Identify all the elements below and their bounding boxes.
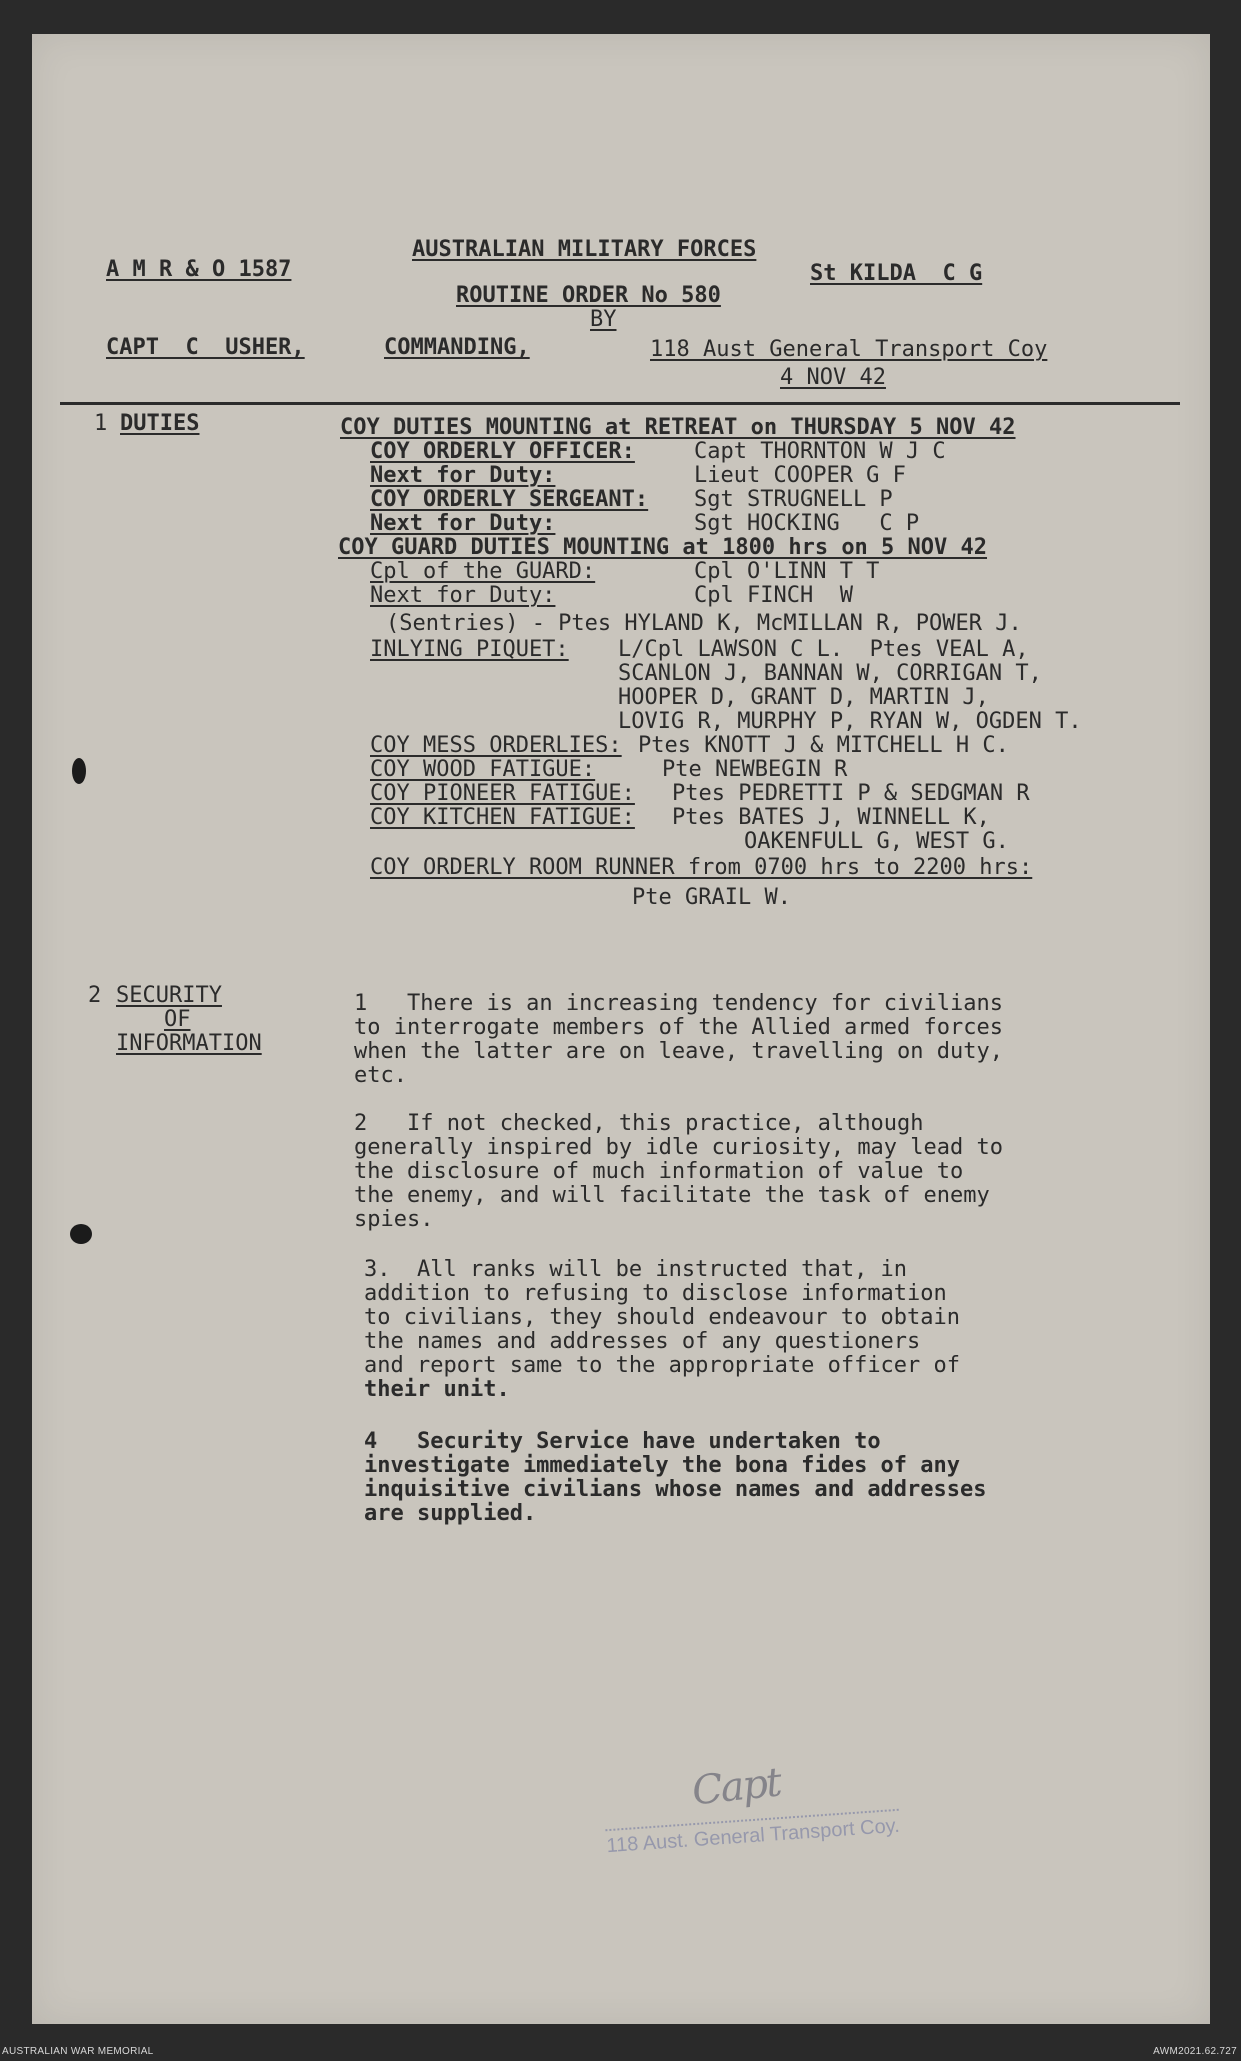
- duty-value: Sgt STRUGNELL P: [694, 487, 893, 512]
- duty-value: Ptes PEDRETTI P & SEDGMAN R: [672, 781, 1030, 806]
- paragraph-line: to civilians, they should endeavour to obtain: [364, 1305, 961, 1330]
- duty-label: Next for Duty:: [370, 511, 556, 536]
- duty-value: Lieut COOPER G F: [694, 463, 906, 488]
- duty-line: COY GUARD DUTIES MOUNTING at 1800 hrs on 5 NOV 42: [338, 535, 988, 560]
- duty-value: HOOPER D, GRANT D, MARTIN J,: [618, 685, 989, 710]
- duty-line: COY DUTIES MOUNTING at RETREAT on THURSDAY 5 NOV 42: [340, 415, 1016, 440]
- paragraph-line: 1 There is an increasing tendency for civilians: [354, 991, 1004, 1016]
- duty-label: COY ORDERLY SERGEANT:: [370, 487, 649, 512]
- duty-label: INLYING PIQUET:: [370, 637, 569, 662]
- paragraph-line: and report same to the appropriate officer of: [364, 1353, 961, 1378]
- section-1-title: DUTIES: [120, 411, 200, 436]
- duty-value: L/Cpl LAWSON C L. Ptes VEAL A,: [618, 637, 1029, 662]
- paragraph-line: 2 If not checked, this practice, although: [354, 1111, 924, 1136]
- paragraph-line: the disclosure of much information of value to: [354, 1159, 964, 1184]
- paragraph-line: 4 Security Service have undertaken to: [364, 1429, 881, 1454]
- duty-label: COY WOOD FATIGUE:: [370, 757, 596, 782]
- paragraph-line: when the latter are on leave, travelling on duty,: [354, 1039, 1004, 1064]
- paragraph-line: are supplied.: [364, 1501, 537, 1526]
- duty-value: Cpl FINCH W: [694, 583, 853, 608]
- duty-value: Pte NEWBEGIN R: [662, 757, 848, 782]
- section-2-number: 2: [88, 983, 102, 1008]
- duty-value: Ptes KNOTT J & MITCHELL H C.: [638, 733, 1009, 758]
- unit-name: 118 Aust General Transport Coy: [650, 337, 1048, 362]
- footer-id: AWM2021.62.727: [1153, 2046, 1237, 2057]
- duty-value: Capt THORNTON W J C: [694, 439, 946, 464]
- duty-value: (Sentries) - Ptes HYLAND K, McMILLAN R, POWER J.: [386, 611, 1022, 636]
- paragraph-line: the names and addresses of any questioners: [364, 1329, 921, 1354]
- duty-label: Next for Duty:: [370, 583, 556, 608]
- section-2-title: OF: [164, 1007, 191, 1032]
- paragraph-line: spies.: [354, 1207, 434, 1232]
- paragraph-line: 3. All ranks will be instructed that, in: [364, 1257, 908, 1282]
- reference-number: A M R & O 1587: [106, 257, 292, 282]
- duty-label: COY ORDERLY OFFICER:: [370, 439, 635, 464]
- paragraph-line: their unit.: [364, 1377, 510, 1402]
- punch-hole: [72, 758, 86, 784]
- duty-value: OAKENFULL G, WEST G.: [744, 829, 1009, 854]
- order-date: 4 NOV 42: [780, 365, 886, 390]
- order-by: BY: [590, 307, 617, 332]
- commanding-label: COMMANDING,: [384, 335, 530, 360]
- order-number: ROUTINE ORDER No 580: [456, 283, 721, 308]
- duty-value: SCANLON J, BANNAN W, CORRIGAN T,: [618, 661, 1042, 686]
- section-2-title: INFORMATION: [116, 1031, 262, 1056]
- location: St KILDA C G: [810, 261, 983, 286]
- duty-value: Cpl O'LINN T T: [694, 559, 880, 584]
- unit-stamp: 118 Aust. General Transport Coy.: [605, 1809, 900, 1858]
- paragraph-line: to interrogate members of the Allied armed forces: [354, 1015, 1004, 1040]
- forces-heading: AUSTRALIAN MILITARY FORCES: [412, 237, 757, 262]
- paragraph-line: inquisitive civilians whose names and addresses: [364, 1477, 987, 1502]
- duty-label: COY MESS ORDERLIES:: [370, 733, 622, 758]
- section-1-number: 1: [94, 411, 108, 436]
- duty-label: COY PIONEER FATIGUE:: [370, 781, 635, 806]
- paragraph-line: the enemy, and will facilitate the task of enemy: [354, 1183, 990, 1208]
- section-2-title: SECURITY: [116, 983, 222, 1008]
- duty-label: COY KITCHEN FATIGUE:: [370, 805, 635, 830]
- duty-label: Next for Duty:: [370, 463, 556, 488]
- duty-value: Pte GRAIL W.: [632, 885, 791, 910]
- commanding-officer: CAPT C USHER,: [106, 335, 305, 360]
- paragraph-line: generally inspired by idle curiosity, may lead to: [354, 1135, 1004, 1160]
- duty-value: Sgt HOCKING C P: [694, 511, 920, 536]
- paragraph-line: addition to refusing to disclose information: [364, 1281, 947, 1306]
- duty-line: COY ORDERLY ROOM RUNNER from 0700 hrs to 2200 hrs:: [370, 855, 1033, 880]
- handwritten-signature: Capt: [689, 1759, 783, 1815]
- document-sheet: [32, 34, 1210, 2024]
- punch-hole: [70, 1224, 92, 1244]
- paragraph-line: investigate immediately the bona fides of any: [364, 1453, 961, 1478]
- header-rule: [60, 402, 1180, 405]
- duty-value: LOVIG R, MURPHY P, RYAN W, OGDEN T.: [618, 709, 1082, 734]
- duty-label: Cpl of the GUARD:: [370, 559, 596, 584]
- duty-value: Ptes BATES J, WINNELL K,: [672, 805, 990, 830]
- paragraph-line: etc.: [354, 1063, 407, 1088]
- footer-credit: AUSTRALIAN WAR MEMORIAL: [2, 2046, 154, 2057]
